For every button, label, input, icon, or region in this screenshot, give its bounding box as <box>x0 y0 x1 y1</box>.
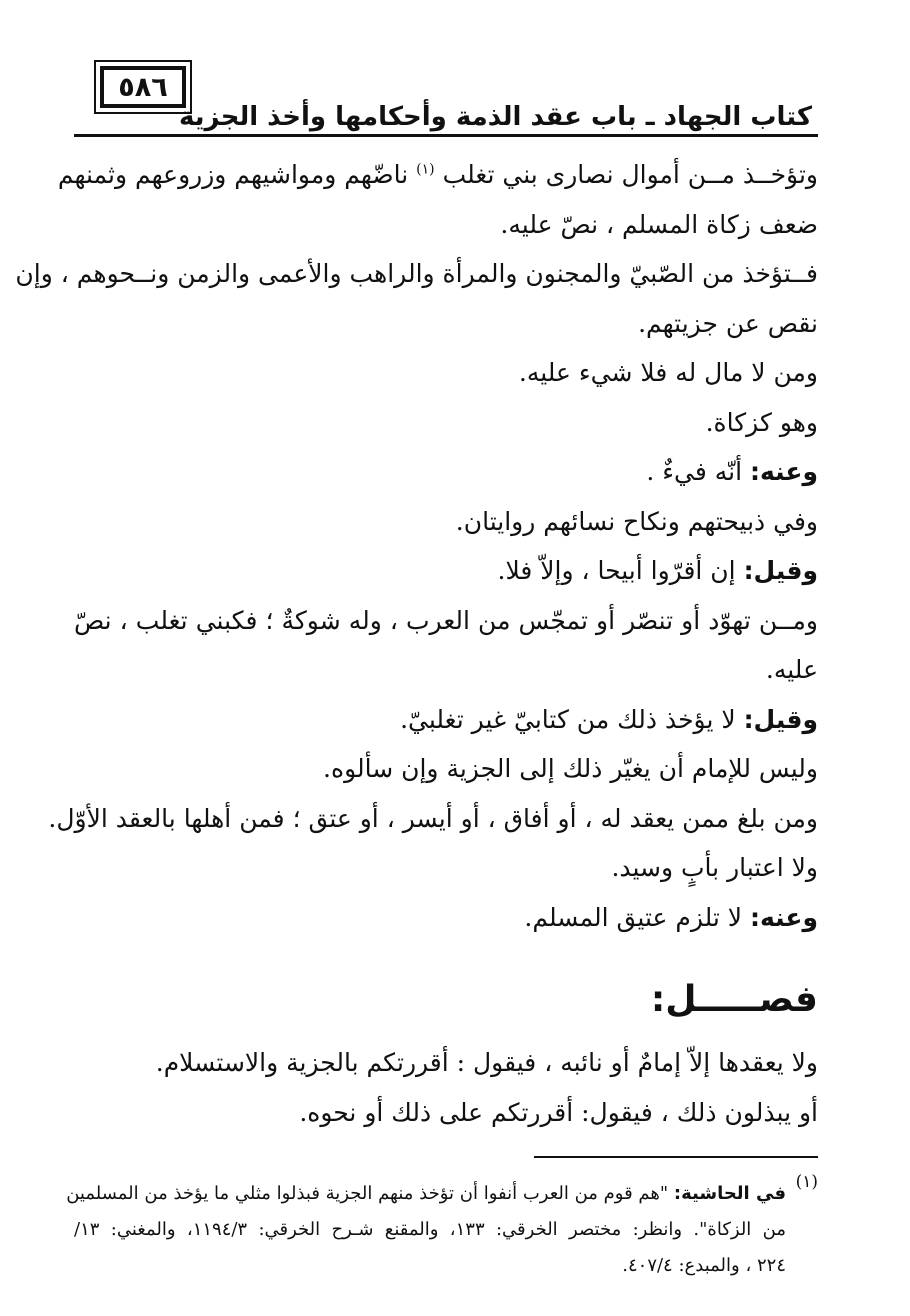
page-header <box>74 60 818 135</box>
text-line <box>74 546 818 596</box>
text-segment: ومن بلغ ممن يعقد له ، أو أفاق ، أو أيسر ، أو عتق ؛ فمن أهلها بالعقد الأوّل. <box>48 803 818 833</box>
text-line <box>74 348 818 398</box>
text-segment: ضعف زكاة المسلم ، نصّ عليه. <box>500 209 818 239</box>
text-segment: ومــن تهوّد أو تنصّر أو تمجّس من العرب ، وله شوكةٌ ؛ فكبني تغلب ، نصّ <box>74 605 818 635</box>
text-line <box>74 299 818 349</box>
section-text <box>74 1038 818 1137</box>
section-heading: فصـــــل: <box>650 979 818 1020</box>
page-number: ٥٨٦ <box>100 66 186 108</box>
footnote-line <box>74 1212 786 1248</box>
text-segment: وليس للإمام أن يغيّر ذلك إلى الجزية وإن سألوه. <box>323 754 818 783</box>
text-segment: إن أقرّوا أبيحا ، وإلاّ فلا. <box>497 556 744 585</box>
footnote-segment: ٢٢٤ ، والمبدع: ٤٠٧/٤. <box>622 1255 786 1276</box>
text-segment: ولا اعتبار بأبٍ وسيد. <box>611 853 818 882</box>
text-segment: نقص عن جزيتهم. <box>638 308 818 338</box>
lead-word: وعنه: <box>750 457 818 486</box>
text-segment: فــتؤخذ من الصّبيّ والمجنون والمرأة والراهب والأعمى والزمن ونــحوهم ، وإن <box>15 259 818 288</box>
text-line <box>57 150 818 200</box>
text-line <box>74 398 818 448</box>
text-line <box>74 447 818 497</box>
lead-word: وقيل: <box>743 556 818 585</box>
text-segment: لا يؤخذ ذلك من كتابيّ غير تغلبيّ. <box>400 704 744 734</box>
footnote-lead: في الحاشية: <box>673 1183 786 1204</box>
text-segment: وتؤخــذ مــن أموال نصارى بني تغلب <box>434 160 818 189</box>
text-line <box>74 200 818 250</box>
lead-word: وقيل: <box>743 704 818 734</box>
text-segment: أو يبذلون ذلك ، فيقول: أقررتكم على ذلك أو نحوه. <box>299 1097 818 1127</box>
footnote-segment: من الزكاة". وانظر: مختصر الخرقي: ١٣٣، والمقنع شـرح الخرقي: ١١٩٤/٣، والمغني: ١٣/ <box>74 1219 786 1240</box>
footnote-text <box>66 1176 786 1284</box>
footnote-rule <box>534 1156 818 1158</box>
lead-word: وعنه: <box>750 902 818 932</box>
text-segment: وفي ذبيحتهم ونكاح نسائهم روايتان. <box>455 506 818 536</box>
text-line <box>15 249 818 299</box>
running-title: كتاب الجهاد ـ باب عقد الذمة وأحكامها وأخذ الجزية <box>179 102 812 137</box>
text-line <box>74 497 818 547</box>
footnote-line <box>74 1248 786 1284</box>
header-rule <box>74 134 818 137</box>
footnote-segment: "هم قوم من العرب أنفوا أن تؤخذ منهم الجزية فبذلوا مثلي ما يؤخذ من المسلمين <box>66 1183 674 1204</box>
text-segment: عليه. <box>765 655 818 684</box>
text-segment: ولا يعقدها إلاّ إمامٌ أو نائبه ، فيقول : أقررتكم بالجزية والاستسلام. <box>155 1048 818 1077</box>
text-line <box>74 596 818 646</box>
text-line <box>74 645 818 695</box>
text-line <box>74 843 818 893</box>
text-line <box>74 1088 818 1138</box>
text-line <box>74 695 818 745</box>
text-segment: لا تلزم عتيق المسلم. <box>524 902 751 932</box>
footnote-line <box>66 1176 786 1212</box>
text-segment: وهو كزكاة. <box>705 407 818 437</box>
text-segment: ومن لا مال له فلا شيء عليه. <box>518 358 818 387</box>
text-segment: ناضّهم ومواشيهم وزروعهم وثمنهم <box>57 160 417 189</box>
text-line <box>74 1038 818 1088</box>
text-segment: أنّه فيءٌ . <box>646 457 751 486</box>
footnote-reference: (١) <box>416 161 435 178</box>
footnote-marker: (١) <box>795 1172 818 1192</box>
main-text <box>15 150 818 942</box>
text-line <box>74 744 818 794</box>
text-line <box>74 893 818 943</box>
text-line <box>48 794 818 844</box>
